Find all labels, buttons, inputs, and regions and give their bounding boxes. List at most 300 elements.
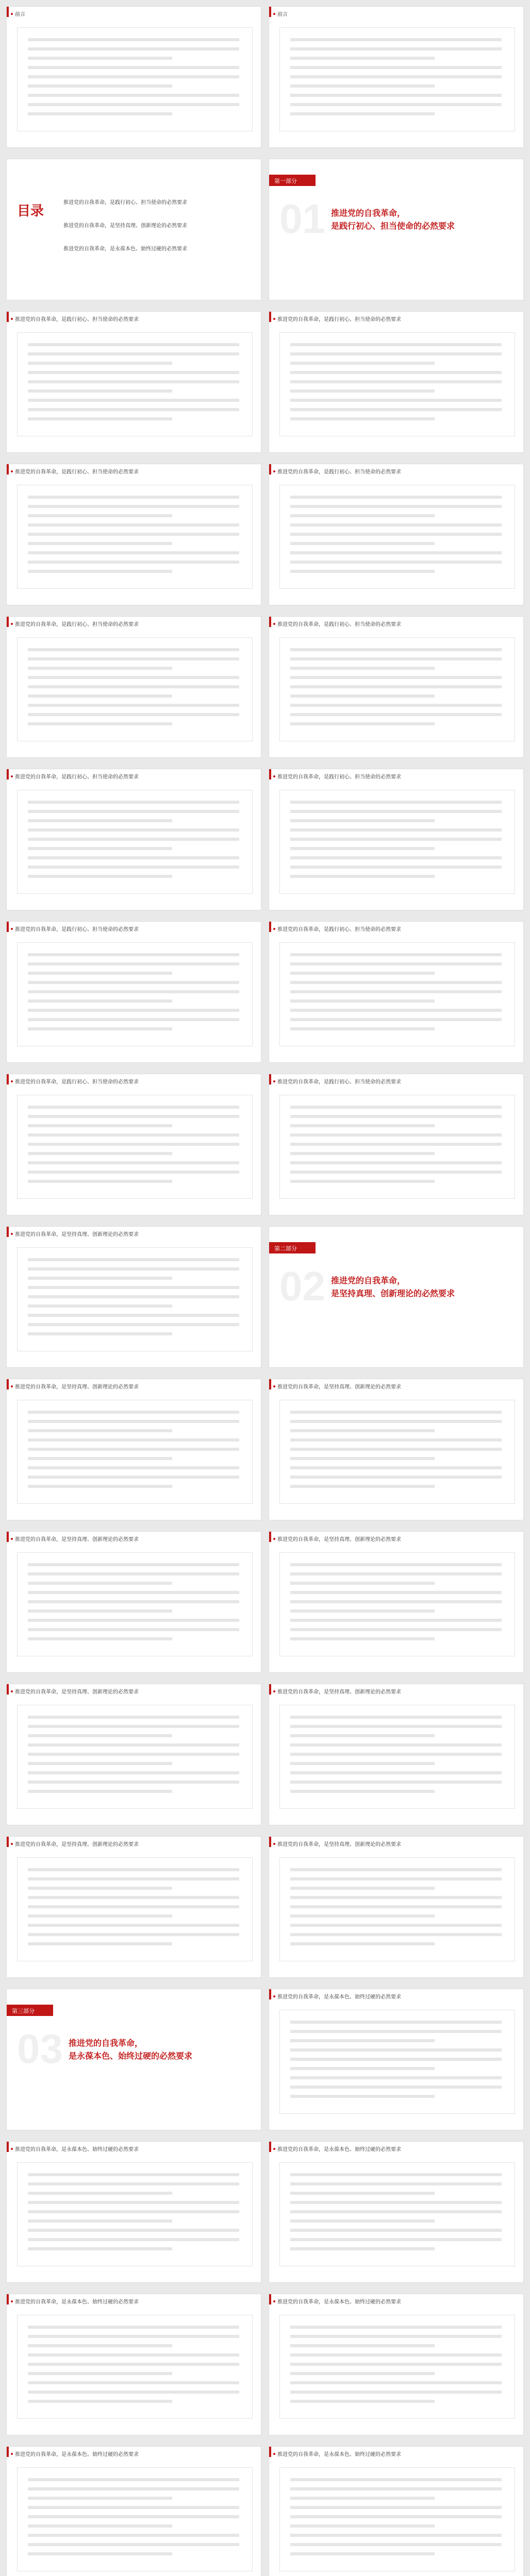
part-label: 第三部分 (12, 2008, 35, 2014)
text-line (28, 1286, 239, 1289)
text-line (28, 523, 239, 527)
text-line (28, 1905, 239, 1908)
text-line (28, 352, 239, 355)
text-line (290, 1143, 502, 1146)
slide-accent (269, 769, 271, 779)
text-line (290, 371, 502, 374)
dot-icon (273, 2453, 275, 2455)
text-line (290, 2182, 502, 2185)
text-line (290, 676, 502, 679)
text-line (28, 875, 172, 878)
text-line (28, 1457, 172, 1460)
text-line (290, 1725, 502, 1728)
text-line (290, 1466, 502, 1469)
text-line (28, 828, 239, 832)
text-line (290, 47, 502, 50)
slide-s3-g (269, 2446, 524, 2576)
text-line (28, 542, 172, 545)
text-line (28, 1609, 172, 1613)
text-line (290, 94, 502, 97)
text-line (28, 981, 239, 984)
slide-title-text: 推进党的自我革命，是践行初心、担当使命的必然要求 (15, 1079, 139, 1085)
text-line (290, 1609, 435, 1613)
text-line (290, 866, 502, 869)
text-line (290, 1896, 502, 1899)
slide-title (273, 1992, 401, 2000)
dot-icon (273, 1843, 275, 1845)
part-title-line2: 是践行初心、担当使命的必然要求 (331, 222, 455, 231)
slide-s1-j (269, 921, 524, 1063)
text-line (290, 2391, 502, 2394)
text-line (290, 2048, 502, 2052)
text-line (28, 667, 172, 670)
dot-icon (273, 623, 275, 625)
slide-title (273, 315, 401, 323)
text-line (290, 972, 435, 975)
slide-part-3 (6, 1989, 261, 2130)
text-line (290, 1743, 502, 1747)
slide-title-text: 推进党的自我革命，是践行初心、担当使命的必然要求 (277, 622, 401, 628)
slide-title (11, 1687, 139, 1695)
dot-icon (11, 623, 13, 625)
dot-icon (11, 2453, 13, 2455)
toc-item[interactable]: 推进党的自我革命，是永葆本色、始终过硬的必然要求 (63, 246, 187, 252)
text-line (290, 112, 435, 115)
text-line (28, 1914, 172, 1918)
text-line (28, 570, 172, 573)
slide-s2-g (6, 1836, 261, 1978)
text-line (290, 2021, 502, 2024)
content-card (279, 790, 515, 894)
content-card (17, 485, 253, 589)
content-card (17, 2315, 253, 2419)
slide-accent (7, 769, 9, 779)
slide-title-text: 推进党的自我革命，是坚持真理、创新理论的必然要求 (15, 1842, 139, 1848)
text-line (290, 1152, 435, 1155)
slide-title (273, 10, 288, 18)
text-line (290, 2247, 435, 2250)
slide-accent (7, 617, 9, 627)
text-line (28, 1180, 172, 1183)
slide-title-text: 推进党的自我革命，是践行初心、担当使命的必然要求 (15, 317, 139, 323)
text-line (290, 2543, 502, 2546)
dot-icon (273, 13, 275, 15)
text-line (28, 1582, 172, 1585)
text-line (290, 2335, 502, 2338)
text-line (290, 2076, 502, 2079)
slide-title-text: 推进党的自我革命，是践行初心、担当使命的必然要求 (277, 1079, 401, 1085)
slide-title-text: 推进党的自我革命，是坚持真理、创新理论的必然要求 (15, 1689, 139, 1695)
text-line (290, 1457, 435, 1460)
text-line (28, 1600, 239, 1603)
slide-accent (7, 1684, 9, 1694)
text-line (290, 1009, 502, 1012)
text-line (290, 1582, 435, 1585)
text-line (290, 2497, 435, 2500)
text-line (290, 1753, 502, 1756)
text-line (28, 999, 172, 1003)
slide-accent (269, 2447, 271, 2457)
text-line (28, 2326, 239, 2329)
text-line (28, 1411, 239, 1414)
slide-title-text: 推进党的自我革命，是坚持真理、创新理论的必然要求 (277, 1842, 401, 1848)
text-line (290, 417, 435, 420)
text-line (28, 84, 172, 88)
slide-title (11, 315, 139, 323)
text-line (28, 1438, 239, 1442)
text-line (28, 2534, 239, 2537)
text-line (28, 1563, 239, 1566)
text-line (28, 505, 239, 508)
content-card (279, 332, 515, 436)
slide-title-text: 推进党的自我革命，是坚持真理、创新理论的必然要求 (15, 1537, 139, 1543)
text-line (290, 2326, 502, 2329)
text-line (290, 380, 502, 383)
text-line (28, 1942, 172, 1945)
text-line (28, 1716, 239, 1719)
text-line (28, 389, 172, 393)
text-line (28, 1868, 239, 1871)
text-line (290, 551, 502, 554)
text-line (290, 2039, 435, 2042)
dot-icon (273, 1080, 275, 1082)
text-line (290, 1485, 435, 1488)
text-line (290, 561, 502, 564)
slide-accent (269, 1684, 271, 1694)
text-line (28, 2344, 172, 2347)
slide-s2-b (269, 1379, 524, 1520)
text-line (28, 2335, 239, 2338)
text-line (290, 84, 435, 88)
toc-item[interactable]: 推进党的自我革命，是坚持真理、创新理论的必然要求 (63, 223, 187, 229)
text-line (28, 2210, 239, 2213)
text-line (290, 2353, 502, 2357)
text-line (290, 990, 502, 993)
text-line (28, 2524, 172, 2528)
dot-icon (273, 1690, 275, 1692)
text-line (290, 542, 435, 545)
text-line (290, 1600, 502, 1603)
text-line (28, 1762, 172, 1765)
slide-s1-i (6, 921, 261, 1063)
slide-accent (269, 1837, 271, 1847)
slide-title (273, 2297, 401, 2305)
text-line (28, 1933, 239, 1936)
text-line (290, 1124, 435, 1127)
dot-icon (273, 1385, 275, 1387)
text-line (28, 2515, 239, 2518)
text-line (290, 2219, 435, 2223)
text-line (290, 1133, 502, 1137)
text-line (290, 1637, 435, 1640)
text-line (290, 1106, 502, 1109)
text-line (28, 1485, 172, 1488)
slide-title-text: 推进党的自我革命，是永葆本色、始终过硬的必然要求 (15, 2452, 139, 2458)
slide-s2-d (269, 1531, 524, 1673)
slide-title (273, 1077, 401, 1085)
text-line (28, 1476, 239, 1479)
content-card (279, 2010, 515, 2114)
text-line (28, 1258, 239, 1261)
text-line (28, 1771, 239, 1774)
toc-item[interactable]: 推进党的自我革命，是践行初心、担当使命的必然要求 (63, 200, 187, 206)
content-card (279, 2467, 515, 2571)
slide-accent (7, 464, 9, 474)
text-line (28, 1267, 239, 1270)
text-line (290, 657, 502, 660)
text-line (290, 685, 502, 688)
dot-icon (11, 928, 13, 930)
text-line (28, 399, 239, 402)
text-line (28, 1734, 172, 1737)
text-line (28, 866, 239, 869)
text-line (28, 1591, 239, 1594)
text-line (290, 1877, 502, 1880)
text-line (28, 496, 239, 499)
dot-icon (273, 318, 275, 320)
text-line (28, 2391, 239, 2394)
text-line (28, 1887, 172, 1890)
text-line (28, 1628, 239, 1631)
slide-title-text: 推进党的自我革命，是坚持真理、创新理论的必然要求 (15, 1384, 139, 1390)
slide-title-text: 推进党的自我革命，是践行初心、担当使命的必然要求 (277, 927, 401, 933)
text-line (290, 2238, 502, 2241)
text-line (28, 2543, 239, 2546)
text-line (28, 371, 239, 374)
text-line (28, 1448, 239, 1451)
slide-part-2 (269, 1226, 524, 1368)
dot-icon (11, 2300, 13, 2302)
slide-title (11, 620, 139, 628)
text-line (290, 343, 502, 346)
text-line (290, 533, 502, 536)
text-line (28, 1143, 239, 1146)
text-line (290, 1762, 435, 1765)
text-line (28, 1124, 172, 1127)
text-line (28, 103, 239, 106)
text-line (28, 2363, 239, 2366)
text-line (28, 2372, 172, 2375)
slide-title (11, 10, 25, 18)
slide-title-text: 推进党的自我革命，是永葆本色、始终过硬的必然要求 (15, 2299, 139, 2305)
content-card (17, 2162, 253, 2266)
text-line (28, 2487, 239, 2490)
slide-title-text: 推进党的自我革命，是践行初心、担当使命的必然要求 (15, 774, 139, 780)
slide-title (11, 2145, 139, 2153)
text-line (28, 819, 172, 822)
text-line (290, 810, 502, 813)
text-line (290, 103, 502, 106)
text-line (290, 838, 502, 841)
content-card (279, 1705, 515, 1809)
dot-icon (273, 928, 275, 930)
text-line (28, 1877, 239, 1880)
text-line (28, 1743, 239, 1747)
slide-preface-1 (6, 6, 261, 148)
slide-s1-f (269, 616, 524, 758)
text-line (290, 1018, 502, 1021)
slide-title (273, 620, 401, 628)
part-number: 01 (279, 196, 325, 242)
slide-title (273, 1687, 401, 1695)
text-line (290, 2372, 435, 2375)
content-card (17, 1857, 253, 1961)
text-line (28, 1429, 172, 1432)
text-line (28, 2192, 172, 2195)
text-line (290, 514, 435, 517)
dot-icon (11, 470, 13, 472)
content-card (17, 1247, 253, 1351)
text-line (28, 1304, 172, 1308)
text-line (290, 2229, 502, 2232)
dot-icon (273, 775, 275, 777)
text-line (28, 1781, 239, 1784)
text-line (290, 1790, 435, 1793)
slide-accent (269, 617, 271, 627)
text-line (290, 1905, 502, 1908)
slide-title-text: 推进党的自我革命，是永葆本色、始终过硬的必然要求 (277, 2452, 401, 2458)
text-line (290, 962, 502, 965)
content-card (279, 27, 515, 131)
content-card (279, 1552, 515, 1656)
text-line (290, 2552, 435, 2555)
slide-title (11, 2297, 139, 2305)
slide-accent (269, 7, 271, 17)
slide-title (11, 925, 139, 933)
text-line (290, 999, 435, 1003)
text-line (28, 47, 239, 50)
content-card (279, 2162, 515, 2266)
text-line (28, 380, 239, 383)
content-card (17, 332, 253, 436)
text-line (290, 523, 502, 527)
content-card (279, 1857, 515, 1961)
text-line (290, 2524, 435, 2528)
slide-accent (7, 1379, 9, 1389)
slide-title (11, 1535, 139, 1543)
text-line (290, 2086, 502, 2089)
content-card (17, 1705, 253, 1809)
text-line (28, 66, 239, 69)
text-line (290, 1887, 435, 1890)
slide-title-text: 推进党的自我革命，是永葆本色、始终过硬的必然要求 (277, 1994, 401, 2000)
dot-icon (11, 13, 13, 15)
content-card (17, 27, 253, 131)
text-line (28, 1466, 239, 1469)
text-line (28, 2381, 239, 2384)
text-line (290, 2201, 502, 2204)
content-card (279, 1400, 515, 1504)
slide-title (11, 1077, 139, 1085)
text-line (28, 657, 239, 660)
text-line (290, 1115, 502, 1118)
text-line (28, 1115, 239, 1118)
slide-title-text: 推进党的自我革命，是践行初心、担当使命的必然要求 (15, 469, 139, 475)
dot-icon (11, 2148, 13, 2150)
slide-s2-f (269, 1684, 524, 1825)
text-line (290, 694, 435, 698)
slide-accent (269, 922, 271, 932)
part-title-line2: 是永葆本色、始终过硬的必然要求 (69, 2052, 193, 2061)
text-line (28, 417, 172, 420)
text-line (28, 685, 239, 688)
slide-title (11, 1382, 139, 1390)
text-line (290, 2344, 435, 2347)
text-line (28, 1323, 239, 1326)
text-line (28, 1637, 172, 1640)
text-line (290, 1572, 502, 1575)
slide-accent (7, 2294, 9, 2304)
text-line (290, 2192, 435, 2195)
slide-title-text: 推进党的自我革命，是坚持真理、创新理论的必然要求 (277, 1689, 401, 1695)
dot-icon (11, 775, 13, 777)
text-line (290, 362, 435, 365)
dot-icon (11, 1690, 13, 1692)
text-line (28, 2201, 239, 2204)
text-line (28, 1420, 239, 1423)
slide-accent (7, 922, 9, 932)
text-line (28, 1106, 239, 1109)
text-line (28, 1314, 239, 1317)
text-line (28, 1619, 239, 1622)
slide-s1-a (6, 311, 261, 453)
slide-s2-h (269, 1836, 524, 1978)
slide-s1-l (269, 1074, 524, 1215)
text-line (28, 1018, 239, 1021)
text-line (290, 1171, 502, 1174)
text-line (28, 648, 239, 651)
slide-s2-c (6, 1531, 261, 1673)
dot-icon (11, 1385, 13, 1387)
text-line (28, 75, 239, 78)
slide-s3-a (269, 1989, 524, 2130)
text-line (28, 713, 239, 716)
text-line (290, 2381, 502, 2384)
text-line (28, 362, 172, 365)
part-number: 02 (279, 1263, 325, 1309)
dot-icon (11, 1843, 13, 1845)
text-line (290, 1619, 502, 1622)
text-line (290, 1781, 502, 1784)
text-line (28, 2173, 239, 2176)
text-line (290, 505, 502, 508)
part-label: 第二部分 (274, 1246, 297, 1252)
text-line (290, 399, 502, 402)
dot-icon (11, 1233, 13, 1235)
text-line (290, 352, 502, 355)
text-line (290, 1448, 502, 1451)
text-line (28, 2506, 239, 2509)
content-card (279, 485, 515, 589)
part-title-line1: 推进党的自我革命， (69, 2039, 143, 2048)
text-line (28, 847, 172, 850)
text-line (28, 561, 239, 564)
text-line (28, 343, 239, 346)
text-line (28, 962, 239, 965)
text-line (28, 1027, 172, 1030)
slide-title (273, 1535, 401, 1543)
text-line (28, 1896, 239, 1899)
text-line (290, 1591, 502, 1594)
text-line (28, 810, 239, 813)
part-title-line1: 推进党的自我革命， (331, 209, 406, 218)
dot-icon (273, 470, 275, 472)
text-line (28, 2238, 239, 2241)
slide-title-text: 前言 (15, 12, 25, 18)
text-line (290, 667, 435, 670)
text-line (28, 2219, 172, 2223)
text-line (28, 2182, 239, 2185)
